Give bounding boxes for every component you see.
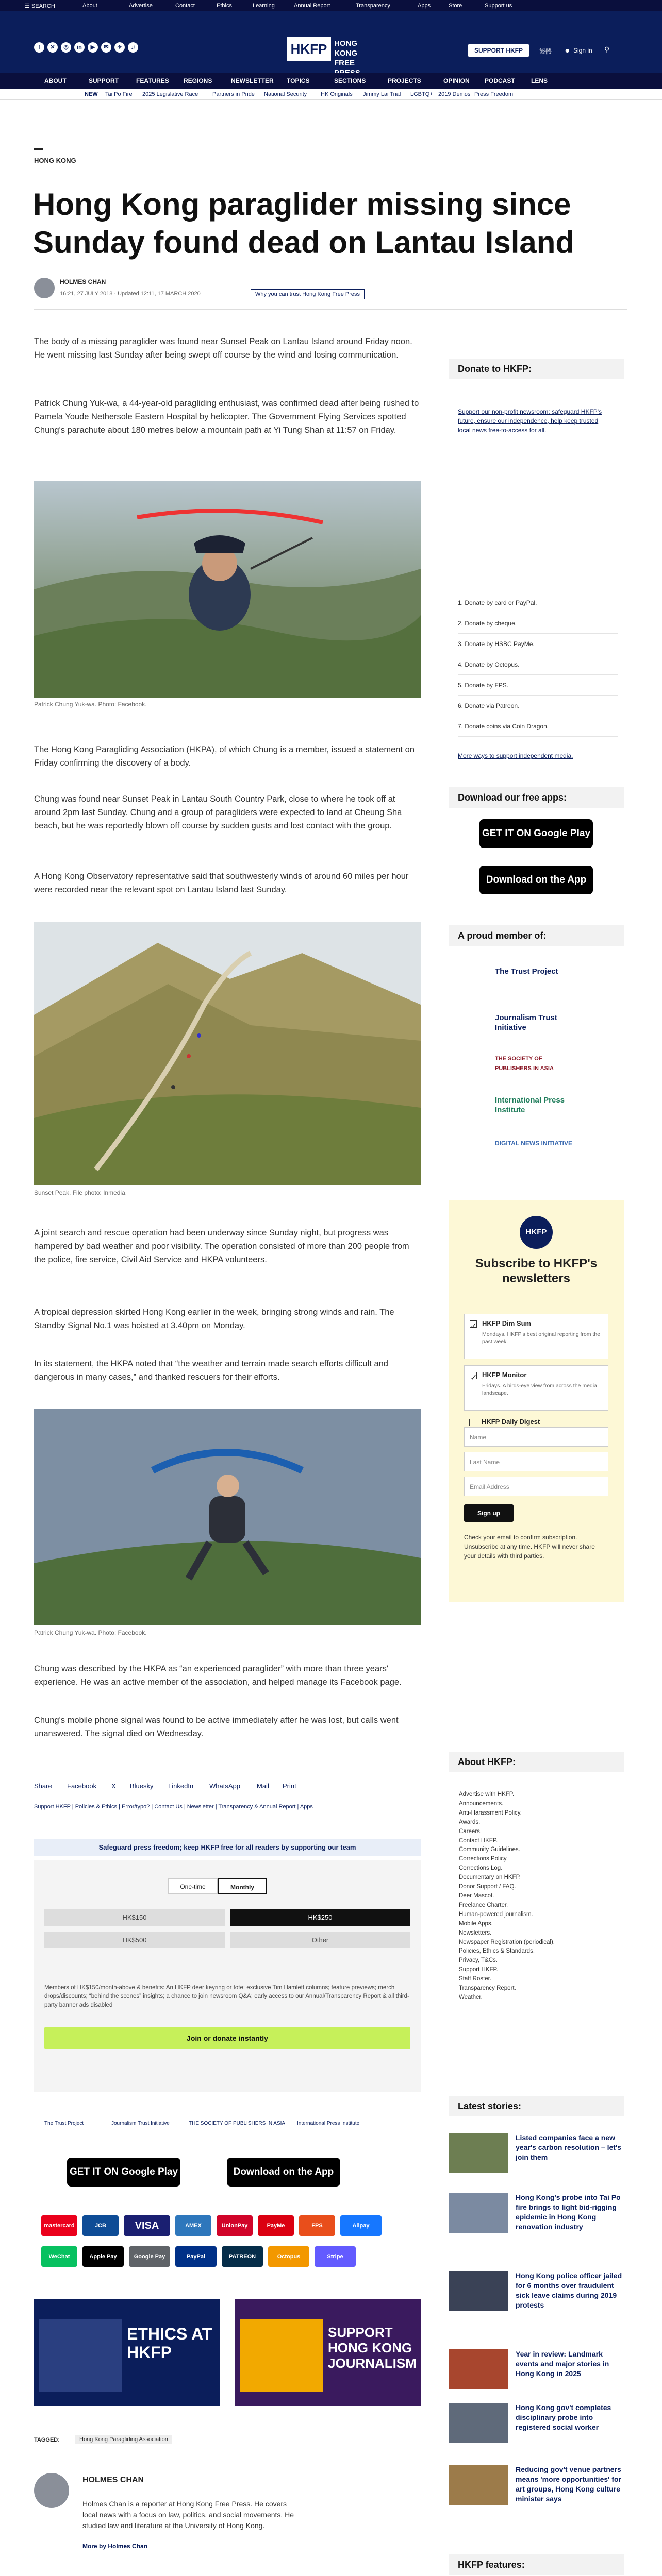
story-thumbnail[interactable] xyxy=(449,2349,508,2389)
nav-item-topics[interactable]: TOPICS xyxy=(287,77,310,84)
trending-link[interactable]: 2025 Legislative Race xyxy=(142,91,198,97)
youtube-icon[interactable]: ▶ xyxy=(88,42,98,53)
user-icon[interactable]: ☻ xyxy=(564,47,571,54)
story-title[interactable]: Year in review: Landmark events and major stories in Hong Kong in 2025 xyxy=(516,2350,609,2378)
about-list xyxy=(459,1790,624,2003)
more-ways-link[interactable]: More ways to support independent media. xyxy=(458,752,573,759)
topbar-link[interactable]: Apps xyxy=(418,3,431,9)
author-box xyxy=(34,2473,421,2576)
trending-link[interactable]: Tai Po Fire xyxy=(105,91,133,97)
donate-methods-list xyxy=(458,592,618,737)
about-link[interactable]: Staff Roster. xyxy=(459,1976,492,1982)
latest-story[interactable] xyxy=(449,2271,624,2333)
linkedin-icon[interactable]: in xyxy=(74,42,85,53)
masthead xyxy=(0,11,662,73)
member-logo[interactable]: THE SOCIETY OF PUBLISHERS IN ASIA xyxy=(495,1056,554,1072)
nav-item-projects[interactable]: PROJECTS xyxy=(388,77,421,84)
tagged-label: TAGGED: xyxy=(34,2437,60,2443)
about-link[interactable]: Anti-Harassment Policy. xyxy=(459,1809,522,1816)
author-avatar[interactable] xyxy=(34,278,55,298)
latest-story[interactable] xyxy=(449,2133,624,2195)
paragraph: The Hong Kong Paragliding Association (HKPA), of which Chung is a member, issued a statement on Friday confirming the discovery of a body. xyxy=(34,745,415,768)
telegram-icon[interactable]: ✈ xyxy=(114,42,125,53)
author-bio: Holmes Chan is a reporter at Hong Kong Free Press. He covers local news with a focus on law, politics, and social movements. He studied law and literature at the University of Hong Kong. xyxy=(82,2500,294,2530)
trending-link[interactable]: 2019 Demos xyxy=(438,91,471,97)
fps-icon: FPS xyxy=(299,2215,335,2236)
promo-image xyxy=(240,2319,323,2392)
email-field[interactable]: Email Address xyxy=(464,1477,608,1496)
trending-link[interactable]: Partners in Pride xyxy=(212,91,255,97)
trending-link[interactable]: Jimmy Lai Trial xyxy=(363,91,401,97)
logo-mark: HKFP xyxy=(287,37,331,61)
new-label: NEW xyxy=(85,91,98,97)
paypal-icon: PayPal xyxy=(175,2246,217,2267)
about-link[interactable]: Careers. xyxy=(459,1828,482,1835)
google-play-badge[interactable]: GET IT ON Google Play xyxy=(67,2158,180,2187)
story-title[interactable]: Hong Kong's probe into Tai Po fire brings to light bid-rigging epidemic in Hong Kong renovation industry xyxy=(516,2193,621,2231)
unionpay-icon: UnionPay xyxy=(217,2215,253,2236)
newsletter-name: HKFP Daily Digest xyxy=(482,1418,540,1426)
promo-title: ETHICS AT HKFP xyxy=(127,2325,212,2362)
trending-bar xyxy=(0,89,662,100)
hkfp-badge: HKFP xyxy=(520,1216,553,1249)
newsletter-note: Check your email to confirm subscription. Unsubscribe at any time. HKFP will never share your details with third parties. xyxy=(464,1534,595,1560)
publish-date: 16:21, 27 JULY 2018 · Updated 12:11, 17 MARCH 2020 xyxy=(60,291,201,297)
x-icon[interactable]: ✕ xyxy=(47,42,58,53)
story-thumbnail[interactable] xyxy=(449,2271,508,2311)
facebook-icon[interactable]: f xyxy=(34,42,44,53)
apps-section-title: Download our free apps: xyxy=(449,787,624,808)
paragraph: Chung's mobile phone signal was found to be active immediately after he was lost, but calls went unanswered. The signal died on Wednesday. xyxy=(34,1716,399,1738)
share-label[interactable]: Share xyxy=(34,1782,52,1790)
paragraph: A Hong Kong Observatory representative said that southwesterly winds of around 60 miles per hour were recorded near the relevant spot on Lantau Island last Sunday. xyxy=(34,872,409,894)
about-link[interactable]: Community Guidelines. xyxy=(459,1846,520,1853)
donate-banner[interactable]: Safeguard press freedom; keep HKFP free for all readers by supporting our team xyxy=(34,1839,421,1856)
paragraph: In its statement, the HKPA noted that “the weather and terrain made search efforts difficult and dangerous in many cases,” and thanked rescuers for their efforts. xyxy=(34,1359,388,1382)
newsletter-name: HKFP Dim Sum xyxy=(482,1319,532,1327)
paraglider-photo xyxy=(34,481,421,698)
trending-link[interactable]: National Security xyxy=(264,91,307,97)
about-link[interactable]: Advertise with HKFP. xyxy=(459,1791,515,1798)
about-link[interactable]: Newspaper Registration (periodical). xyxy=(459,1939,555,1945)
share-print-link[interactable]: Print xyxy=(283,1782,296,1790)
member-logos-row xyxy=(34,2116,421,2132)
trust-link[interactable]: Why you can trust Hong Kong Free Press xyxy=(251,289,365,299)
story-thumbnail[interactable] xyxy=(449,2133,508,2173)
about-link[interactable]: Transparency Report. xyxy=(459,1985,516,1992)
logo-wordmark: HONG KONG FREE xyxy=(334,39,357,67)
support-links[interactable]: Support HKFP | Policies & Ethics | Error/typo? | Contact Us | Newsletter | Transparency & Annual Report | Apps xyxy=(34,1804,313,1810)
newsletter-desc: Fridays. A birds-eye view from across the media landscape. xyxy=(482,1383,597,1396)
promo-title: SUPPORT HONG KONG JOURNALISM xyxy=(328,2325,417,2371)
app-store-badge[interactable]: Download on the App Store xyxy=(227,2158,340,2187)
apple-pay-icon: Apple Pay xyxy=(82,2246,124,2267)
checkbox[interactable]: ✓ xyxy=(470,1372,477,1379)
article-title: Hong Kong paraglider missing since Sunday found dead on Lantau Island xyxy=(33,187,575,260)
about-link[interactable]: Corrections Log. xyxy=(459,1865,503,1872)
support-hkfp-button[interactable]: SUPPORT HKFP xyxy=(468,44,529,57)
first-name-field[interactable]: Name xyxy=(464,1427,608,1447)
about-link[interactable]: Privacy, T&Cs. xyxy=(459,1957,498,1964)
photo-caption: Sunset Peak. File photo: Inmedia. xyxy=(34,1189,127,1196)
donate-section-title: Donate to HKFP: xyxy=(449,359,624,379)
about-link[interactable]: Announcements. xyxy=(459,1800,504,1807)
paragraph: A tropical depression skirted Hong Kong earlier in the week, bringing strong winds and rain. The Standby Signal No.1 was hoisted at 3.40pm on Monday. xyxy=(34,1308,394,1330)
latest-section-title: Latest stories: xyxy=(449,2096,624,2116)
promo-image xyxy=(39,2319,122,2392)
member-section-title: A proud member of: xyxy=(449,925,624,946)
category-label[interactable]: HONG KONG xyxy=(34,157,76,164)
donate-method-link[interactable]: 6. Donate via Patreon. xyxy=(458,696,618,716)
instagram-icon[interactable]: ◎ xyxy=(61,42,71,53)
ethics-promo-banner[interactable] xyxy=(34,2299,220,2406)
donate-method-link[interactable]: 4. Donate by Octopus. xyxy=(458,654,618,675)
latest-story[interactable] xyxy=(449,2403,624,2465)
last-name-field[interactable]: Last Name xyxy=(464,1452,608,1471)
about-link[interactable]: Corrections Policy. xyxy=(459,1856,508,1862)
octopus-icon: Octopus xyxy=(268,2246,309,2267)
donate-method-link[interactable]: 7. Donate coins via Coin Dragon. xyxy=(458,716,618,737)
nav-item-regions[interactable]: REGIONS xyxy=(184,77,212,84)
share-bar xyxy=(34,1781,421,1793)
story-title[interactable]: Hong Kong gov't completes disciplinary probe into registered social worker xyxy=(516,2403,611,2431)
member-logo[interactable]: THE SOCIETY OF PUBLISHERS IN ASIA xyxy=(189,2121,286,2126)
topbar-link[interactable]: Learning xyxy=(253,3,275,9)
trending-link[interactable]: Press Freedom xyxy=(474,91,514,97)
about-link[interactable]: Human-powered journalism. xyxy=(459,1911,533,1918)
about-section-title: About HKFP: xyxy=(449,1752,624,1772)
about-link[interactable]: Contact HKFP. xyxy=(459,1837,498,1844)
about-link[interactable]: Awards. xyxy=(459,1819,481,1825)
story-thumbnail[interactable] xyxy=(449,2193,508,2233)
share-x-link[interactable]: X xyxy=(111,1782,116,1790)
tiktok-icon[interactable]: ♫ xyxy=(128,42,138,53)
donate-intro[interactable]: Support our non-profit newsroom: safeguard HKFP's future, ensure our independence, help keep trusted local news free-to-access for all. xyxy=(458,408,602,434)
paraglider-launch-photo xyxy=(34,1409,421,1625)
about-link[interactable]: Donor Support / FAQ. xyxy=(459,1884,516,1890)
about-link[interactable]: Support HKFP. xyxy=(459,1967,498,1973)
mastercard-icon: mastercard xyxy=(41,2215,77,2236)
share-mail-link[interactable]: Mail xyxy=(257,1782,269,1790)
byline xyxy=(34,277,627,308)
search-icon[interactable]: ⚲ xyxy=(604,45,610,54)
about-link[interactable]: Weather. xyxy=(459,1994,483,2001)
paragraph: The body of a missing paraglider was found near Sunset Peak on Lantau Island around Friday noon. He went missing last Sunday after being swept off course by the wind and losing communication. xyxy=(34,337,412,360)
google-play-badge[interactable]: GET IT ON Google Play xyxy=(479,819,593,848)
alipay-icon: Alipay xyxy=(340,2215,382,2236)
topbar-link[interactable]: Contact xyxy=(175,3,195,9)
story-thumbnail[interactable] xyxy=(449,2403,508,2443)
sunset-peak-photo xyxy=(34,922,421,1185)
share-whatsapp-link[interactable]: WhatsApp xyxy=(209,1782,240,1790)
share-facebook-link[interactable]: Facebook xyxy=(67,1782,97,1790)
mail-icon[interactable]: ✉ xyxy=(101,42,111,53)
more-by-author-link[interactable]: More by Holmes Chan xyxy=(82,2543,148,2550)
author-avatar[interactable] xyxy=(34,2473,69,2508)
about-link[interactable]: Deer Mascot. xyxy=(459,1892,494,1899)
nav-item-about[interactable]: ABOUT xyxy=(44,77,67,84)
share-bluesky-link[interactable]: Bluesky xyxy=(130,1782,154,1790)
about-link[interactable]: Mobile Apps. xyxy=(459,1920,493,1927)
about-link[interactable]: Policies, Ethics & Standards. xyxy=(459,1948,535,1955)
topbar-link[interactable]: Store xyxy=(449,3,462,9)
member-logo[interactable]: DIGITAL NEWS INITIATIVE xyxy=(495,1140,572,1147)
topbar-link[interactable]: Transparency xyxy=(356,3,390,9)
donate-method-link[interactable]: 3. Donate by HSBC PayMe. xyxy=(458,634,618,654)
nav-item-opinion[interactable]: OPINION xyxy=(443,77,470,84)
latest-story[interactable] xyxy=(449,2465,624,2527)
trending-link[interactable]: LGBTQ+ xyxy=(410,91,433,97)
topbar-link[interactable]: Ethics xyxy=(217,3,232,9)
member-logo[interactable]: International Press Institute xyxy=(495,1096,565,1114)
tag-chip[interactable]: Hong Kong Paragliding Association xyxy=(75,2435,172,2444)
donate-method-link[interactable]: 1. Donate by card or PayPal. xyxy=(458,592,618,613)
search-label: SEARCH xyxy=(31,3,55,9)
paragraph: Patrick Chung Yuk-wa, a 44-year-old paragliding enthusiast, was confirmed dead after being rushed to Pamela Youde Nethersole Eastern Hospital by helicopter. The Government Flying Services spotted Chung's parachute about 180 metres below a mountain path at Yi Tung Shan at 11:57 on Friday. xyxy=(34,399,419,435)
nav-item-newsletter[interactable]: NEWSLETTER xyxy=(231,77,274,84)
newsletter-signup xyxy=(449,1200,624,1602)
newsletter-option[interactable] xyxy=(464,1314,608,1359)
photo-caption: Patrick Chung Yuk-wa. Photo: Facebook. xyxy=(34,1629,147,1636)
features-section-title: HKFP features: xyxy=(449,2554,624,2575)
about-link[interactable]: Newsletters. xyxy=(459,1929,492,1936)
nav-item-support[interactable]: SUPPORT xyxy=(89,77,119,84)
amount-option[interactable]: HK$150 xyxy=(44,1909,225,1926)
top-bar xyxy=(0,0,662,11)
member-logo[interactable]: International Press Institute xyxy=(297,2121,360,2126)
google-pay-icon: Google Pay xyxy=(129,2246,170,2267)
paragraph: A joint search and rescue operation had been underway since Sunday night, but progress was hampered by bad weather and poor visibility. The operation consisted of more than 200 people from the police, fire service, Civil Aid Service and HKPA volunteers. xyxy=(34,1228,409,1264)
main-nav xyxy=(0,73,662,89)
payme-icon: PayMe xyxy=(258,2215,294,2236)
amount-option-selected[interactable]: HK$250 xyxy=(230,1909,410,1926)
story-title[interactable]: Hong Kong police officer jailed for 6 months over fraudulent sick leave claims during 2019 protests xyxy=(516,2272,622,2309)
search-link[interactable]: ☰ SEARCH xyxy=(25,3,55,9)
latest-story[interactable] xyxy=(449,2349,624,2411)
donate-widget xyxy=(34,1860,421,2092)
monthly-toggle[interactable]: Monthly xyxy=(218,1878,267,1894)
latest-story[interactable] xyxy=(449,2193,624,2255)
author-name[interactable]: HOLMES CHAN xyxy=(82,2476,144,2484)
nav-item-lens[interactable]: LENS xyxy=(531,77,548,84)
share-linkedin-link[interactable]: LinkedIn xyxy=(168,1782,194,1790)
nav-item-features[interactable]: FEATURES xyxy=(136,77,169,84)
newsletter-option[interactable] xyxy=(464,1365,608,1411)
divider xyxy=(34,309,627,310)
signin-link[interactable]: Sign in xyxy=(573,47,592,54)
author-name[interactable]: HOLMES CHAN xyxy=(60,278,106,285)
join-donate-button[interactable]: Join or donate instantly xyxy=(44,2027,410,2049)
site-logo[interactable] xyxy=(287,37,375,67)
topbar-link[interactable]: Support us xyxy=(485,3,512,9)
donate-method-link[interactable]: 5. Donate by FPS. xyxy=(458,675,618,696)
amex-icon: AMEX xyxy=(175,2215,211,2236)
amount-option[interactable]: Other xyxy=(230,1932,410,1948)
paragraph: Chung was described by the HKPA as “an experienced paraglider” with more than three years' experience. He was an active member of the association, and helped manage its Facebook page. xyxy=(34,1664,402,1687)
member-benefits: Members of HK$150/month-above & benefits: An HKFP deer keyring or tote; exclusive Tim Hamlett columns; feature previews; merch drops/discounts; “behind the scenes” insights; a chance to join newsroom Q&A; early access to our Annual/Transparency Report & all third-party banner ads disabled xyxy=(44,1985,409,2008)
wechat-icon: WeChat xyxy=(41,2246,77,2267)
topbar-link[interactable]: About xyxy=(82,3,97,9)
language-switch[interactable]: 繁體 xyxy=(539,48,552,55)
amount-option[interactable]: HK$500 xyxy=(44,1932,225,1948)
member-logo[interactable]: The Trust Project xyxy=(44,2121,84,2126)
topbar-link[interactable]: Advertise xyxy=(129,3,153,9)
about-link[interactable]: Freelance Charter. xyxy=(459,1902,508,1908)
paragraph: Chung was found near Sunset Peak in Lantau South Country Park, close to where he took off at around 2pm last Sunday. Chung and a group of paragliders were expected to land at Cheung Sha beach, but he was reportedly blown off course by sudden gusts and lost contact with the group. xyxy=(34,794,402,831)
newsletter-title: Subscribe to HKFP's newsletters xyxy=(475,1257,598,1285)
visa-icon: VISA xyxy=(124,2215,170,2236)
newsletter-name: HKFP Monitor xyxy=(482,1371,527,1379)
support-promo-banner[interactable] xyxy=(235,2299,421,2406)
category-rule xyxy=(34,148,43,150)
jcb-icon: JCB xyxy=(82,2215,119,2236)
trending-link[interactable]: HK Originals xyxy=(321,91,353,97)
nav-item-podcast[interactable]: PODCAST xyxy=(485,77,515,84)
photo-caption: Patrick Chung Yuk-wa. Photo: Facebook. xyxy=(34,701,147,708)
member-logo[interactable]: The Trust Project xyxy=(495,967,558,976)
topbar-link[interactable]: Annual Report xyxy=(294,3,330,9)
nav-item-sections[interactable]: SECTIONS xyxy=(334,77,366,84)
one-time-toggle[interactable]: One-time xyxy=(168,1878,218,1894)
donate-method-link[interactable]: 2. Donate by cheque. xyxy=(458,613,618,634)
about-link[interactable]: Documentary on HKFP. xyxy=(459,1874,521,1881)
story-title[interactable]: Reducing gov't venue partners means 'more opportunities' for art groups, Hong Kong culture minister says xyxy=(516,2465,622,2503)
patreon-icon: PATREON xyxy=(222,2246,263,2267)
story-thumbnail[interactable] xyxy=(449,2465,508,2505)
member-logo[interactable]: Journalism Trust Initiative xyxy=(495,1013,557,1032)
checkbox[interactable] xyxy=(469,1419,476,1426)
signup-button[interactable]: Sign up xyxy=(464,1504,514,1522)
member-logo[interactable]: Journalism Trust Initiative xyxy=(111,2121,170,2126)
newsletter-desc: Mondays. HKFP's best original reporting from the past week. xyxy=(482,1331,601,1345)
story-title[interactable]: Listed companies face a new year's carbon resolution – let's join them xyxy=(516,2133,622,2161)
checkbox[interactable]: ✓ xyxy=(470,1320,477,1328)
stripe-icon: Stripe xyxy=(315,2246,356,2267)
app-store-badge[interactable]: Download on the App Store xyxy=(479,866,593,894)
